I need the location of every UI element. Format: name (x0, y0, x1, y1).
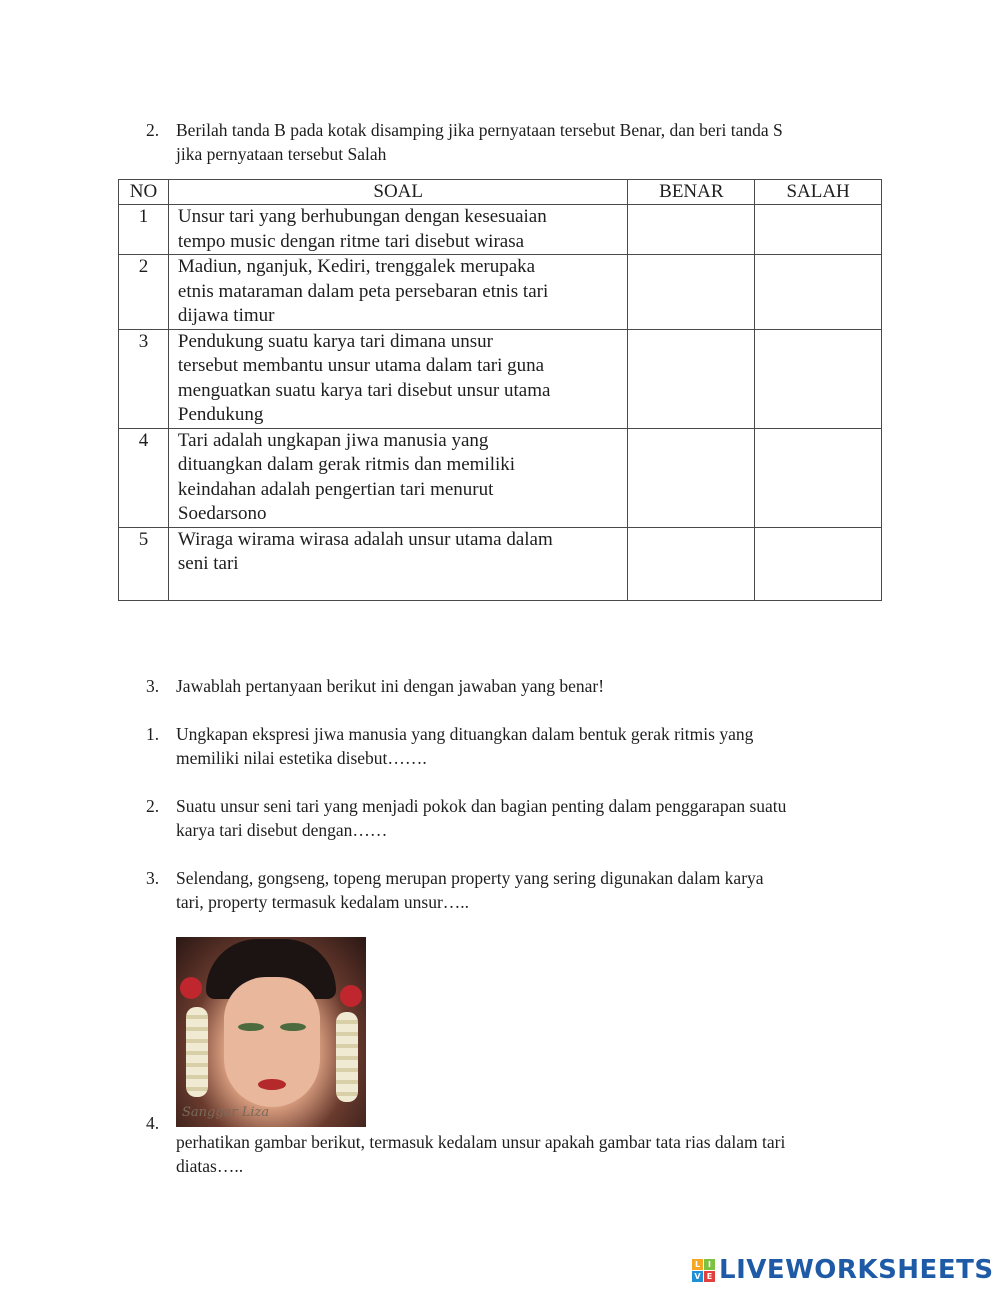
row-number: 1 (119, 205, 169, 255)
row-number: 5 (119, 527, 169, 600)
benar-answer-box[interactable] (628, 428, 755, 527)
section-2-number: 2. (146, 120, 160, 140)
question-line: seni tari (177, 553, 239, 574)
left-eye-shape (238, 1023, 264, 1031)
lips-shape (258, 1079, 286, 1090)
question-line: menguatkan suatu karya tari disebut unsur utama (177, 379, 551, 401)
logo-mark-letter: E (704, 1271, 715, 1282)
question-text (168, 255, 628, 330)
question-4-line1: perhatikan gambar berikut, termasuk kedalam unsur apakah gambar tata rias dalam tari (176, 1132, 786, 1152)
question-number: 1. (146, 724, 160, 744)
row-number: 2 (119, 255, 169, 330)
question-line: keindahan adalah pengertian tari menurut (177, 478, 494, 500)
salah-answer-box[interactable] (755, 428, 882, 527)
question-text (168, 428, 628, 527)
salah-answer-box[interactable] (755, 527, 882, 600)
section-3-instruction: Jawablah pertanyaan berikut ini dengan jawaban yang benar! (176, 676, 605, 696)
logo-mark-letter: I (704, 1259, 715, 1270)
question-2-line1: Suatu unsur seni tari yang menjadi pokok dan bagian penting dalam penggarapan suatu (176, 796, 787, 816)
question-line: Pendukung (177, 404, 264, 425)
question-line: dijawa timur (177, 305, 275, 326)
header-benar: BENAR (628, 180, 755, 205)
salah-answer-box[interactable] (755, 205, 882, 255)
section-2-instruction-line2: jika pernyataan tersebut Salah (176, 144, 387, 164)
header-salah: SALAH (755, 180, 882, 205)
question-line: Tari adalah ungkapan jiwa manusia yang (177, 429, 489, 451)
table-row (119, 329, 882, 428)
question-number: 3. (146, 868, 160, 888)
question-text (168, 205, 628, 255)
jasmine-right (336, 1012, 358, 1102)
table-header-row (119, 180, 882, 205)
question-3-line2: tari, property termasuk kedalam unsur….. (176, 892, 470, 912)
question-line: Soedarsono (177, 503, 267, 524)
logo-text: LIVEWORKSHEETS (719, 1255, 994, 1285)
salah-answer-box[interactable] (755, 329, 882, 428)
section-3-number: 3. (146, 676, 160, 696)
liveworksheets-logo (692, 1255, 994, 1285)
right-eye-shape (280, 1023, 306, 1031)
question-3-line1: Selendang, gongseng, topeng merupan property yang sering digunakan dalam karya (176, 868, 764, 888)
question-2-line2: karya tari disebut dengan…… (176, 820, 388, 840)
logo-mark-letter: L (692, 1259, 703, 1270)
row-number: 3 (119, 329, 169, 428)
question-line: tersebut membantu unsur utama dalam tari guna (177, 355, 545, 376)
question-line: Pendukung suatu karya tari dimana unsur (177, 330, 493, 352)
logo-mark-icon (692, 1259, 715, 1282)
rose-right (340, 985, 362, 1007)
question-1-line1: Ungkapan ekspresi jiwa manusia yang dituangkan dalam bentuk gerak ritmis yang (176, 724, 754, 744)
salah-answer-box[interactable] (755, 255, 882, 330)
question-line: dituangkan dalam gerak ritmis dan memiliki (177, 454, 516, 475)
question-number: 4. (146, 1113, 160, 1133)
rose-left (180, 977, 202, 999)
question-1-line2: memiliki nilai estetika disebut……. (176, 748, 427, 768)
table-row (119, 205, 882, 255)
question-text (168, 329, 628, 428)
header-no: NO (119, 180, 169, 205)
question-line: Madiun, nganjuk, Kediri, trenggalek merupaka (177, 256, 536, 277)
section-2-instruction-line1: Berilah tanda B pada kotak disamping jika pernyataan tersebut Benar, dan beri tanda S (176, 120, 783, 140)
question-line: Unsur tari yang berhubungan dengan kesesuaian (177, 206, 547, 227)
jasmine-left (186, 1007, 208, 1097)
question-4-line2: diatas….. (176, 1156, 244, 1176)
true-false-table (118, 179, 882, 601)
table-row (119, 255, 882, 330)
row-number: 4 (119, 428, 169, 527)
question-text (168, 527, 628, 600)
image-watermark: Sanggar Liza (182, 1105, 270, 1120)
question-line: etnis mataraman dalam peta persebaran etnis tari (177, 280, 549, 302)
logo-mark-letter: V (692, 1271, 703, 1282)
benar-answer-box[interactable] (628, 329, 755, 428)
header-soal: SOAL (168, 180, 628, 205)
benar-answer-box[interactable] (628, 255, 755, 330)
question-number: 2. (146, 796, 160, 816)
dancer-makeup-image (176, 937, 366, 1127)
table-row (119, 428, 882, 527)
question-line: tempo music dengan ritme tari disebut wirasa (177, 230, 525, 252)
benar-answer-box[interactable] (628, 527, 755, 600)
table-row (119, 527, 882, 600)
question-line: Wiraga wirama wirasa adalah unsur utama dalam (177, 528, 553, 550)
benar-answer-box[interactable] (628, 205, 755, 255)
